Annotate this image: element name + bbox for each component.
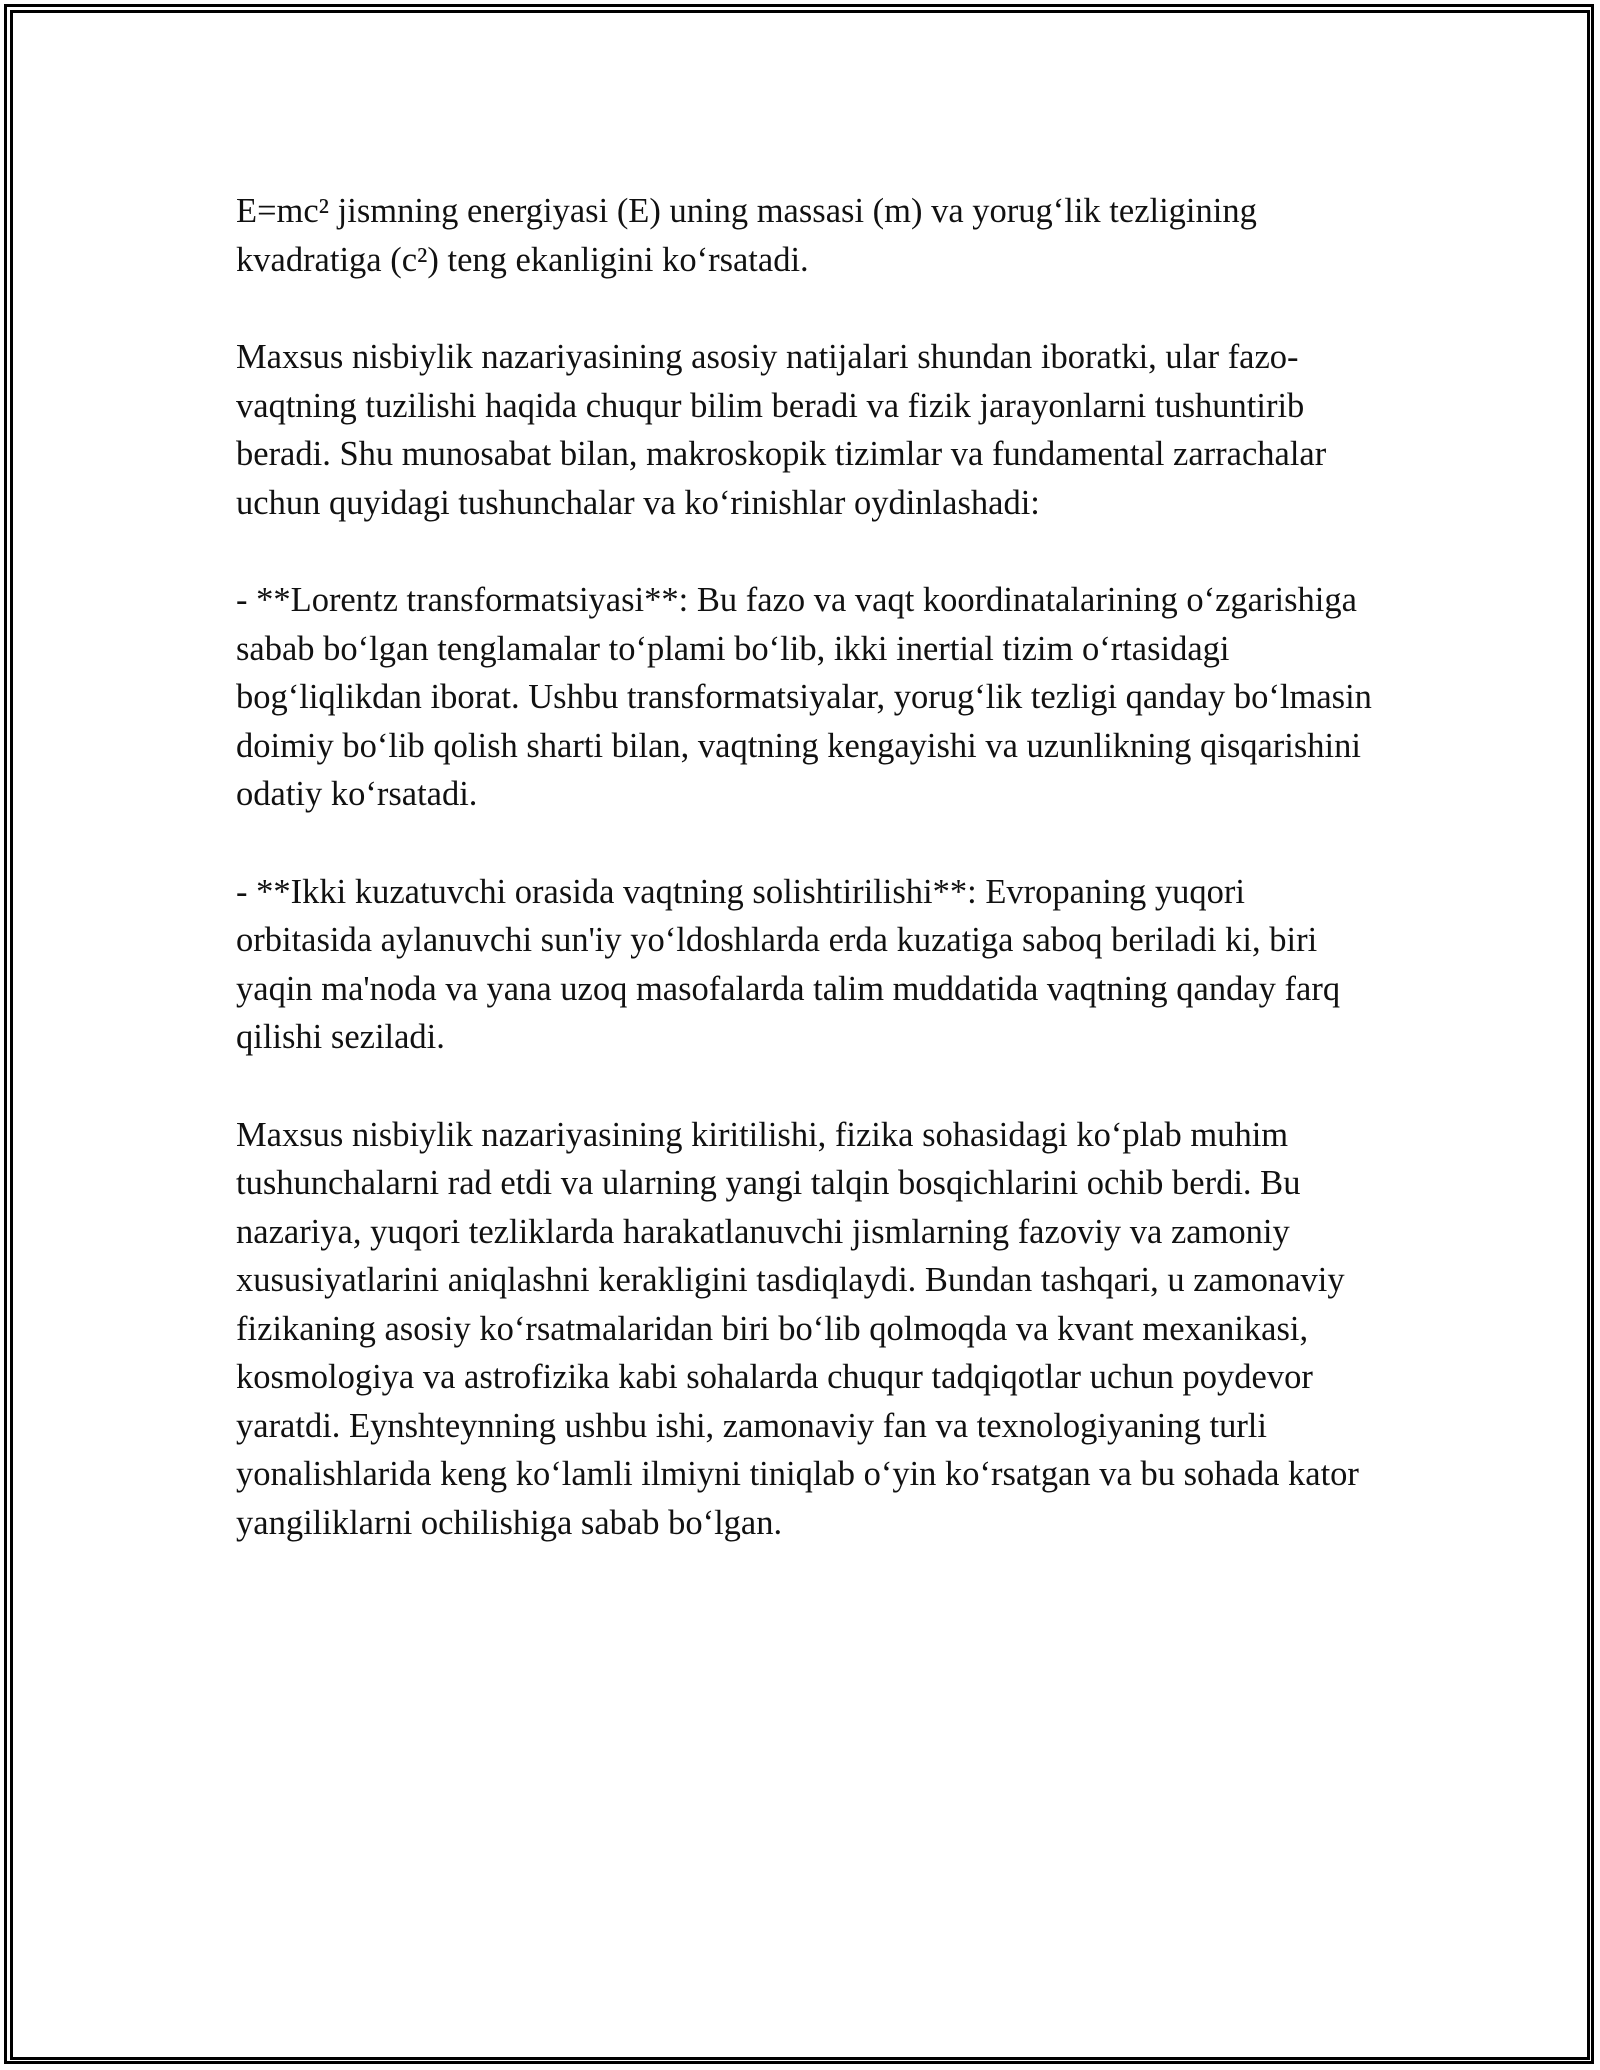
paragraph-special-relativity-results: Maxsus nisbiylik nazariyasining asosiy natijalari shundan iboratki, ular fazo-vaqtning tuzilishi haqida chuqur bilim beradi va fizik jarayonlarni tushuntirib beradi. Shu munosabat bilan, makroskopik tizimlar va fundamental zarrachalar uchun quyidagi tushunchalar va ko‘rinishlar oydinlashadi: — [236, 338, 1327, 522]
paragraph-emc2: E=mc² jismning energiyasi (E) uning massasi (m) va yorug‘lik tezligining kvadratiga (c²) teng ekanligini ko‘rsatadi. — [236, 192, 1257, 279]
paragraph-conclusion: Maxsus nisbiylik nazariyasining kiritilishi, fizika sohasidagi ko‘plab muhim tushunchalarni rad etdi va ularning yangi talqin bosqichlarini ochib berdi. Bu nazariya, yuqori tezliklarda harakatlanuvchi jismlarning fazoviy va zamoniy xususiyatlarini aniqlashni kerakligini tasdiqlaydi. Bundan tashqari, u zamonaviy fizikaning asosiy ko‘rsatmalaridan biri bo‘lib qolmoqda va kvant mexanikasi, kosmologiya va astrofizika kabi sohalarda chuqur tadqiqotlar uchun poydevor yaratdi. Eynshteynning ushbu ishi, zamonaviy fan va texnologiyaning turli yonalishlarida keng ko‘lamli ilmiyni tiniqlab o‘yin ko‘rsatgan va bu sohada kator yangiliklarni ochilishiga sabab bo‘lgan. — [236, 1115, 1359, 1542]
paragraph-lorentz-transformation: - **Lorentz transformatsiyasi**: Bu fazo va vaqt koordinatalarining o‘zgarishiga sabab bo‘lgan tenglamalar to‘plami bo‘lib, ikki inertial tizim o‘rtasidagi bog‘liqlikdan iborat. Ushbu transformatsiyalar, yorug‘lik tezligi qanday bo‘lmasin doimiy bo‘lib qolish sharti bilan, vaqtning kengayishi va uzunlikning qisqarishini odatiy ko‘rsatadi. — [236, 581, 1372, 813]
paragraph-time-comparison: - **Ikki kuzatuvchi orasida vaqtning solishtirilishi**: Evropaning yuqori orbitasida aylanuvchi sun'iy yo‘ldoshlarda erda kuzatiga saboq beriladi ki, biri yaqin ma'noda va yana uzoq masofalarda talim muddatida vaqtning qanday farq qilishi seziladi. — [236, 872, 1341, 1056]
document-body — [236, 187, 1376, 1547]
